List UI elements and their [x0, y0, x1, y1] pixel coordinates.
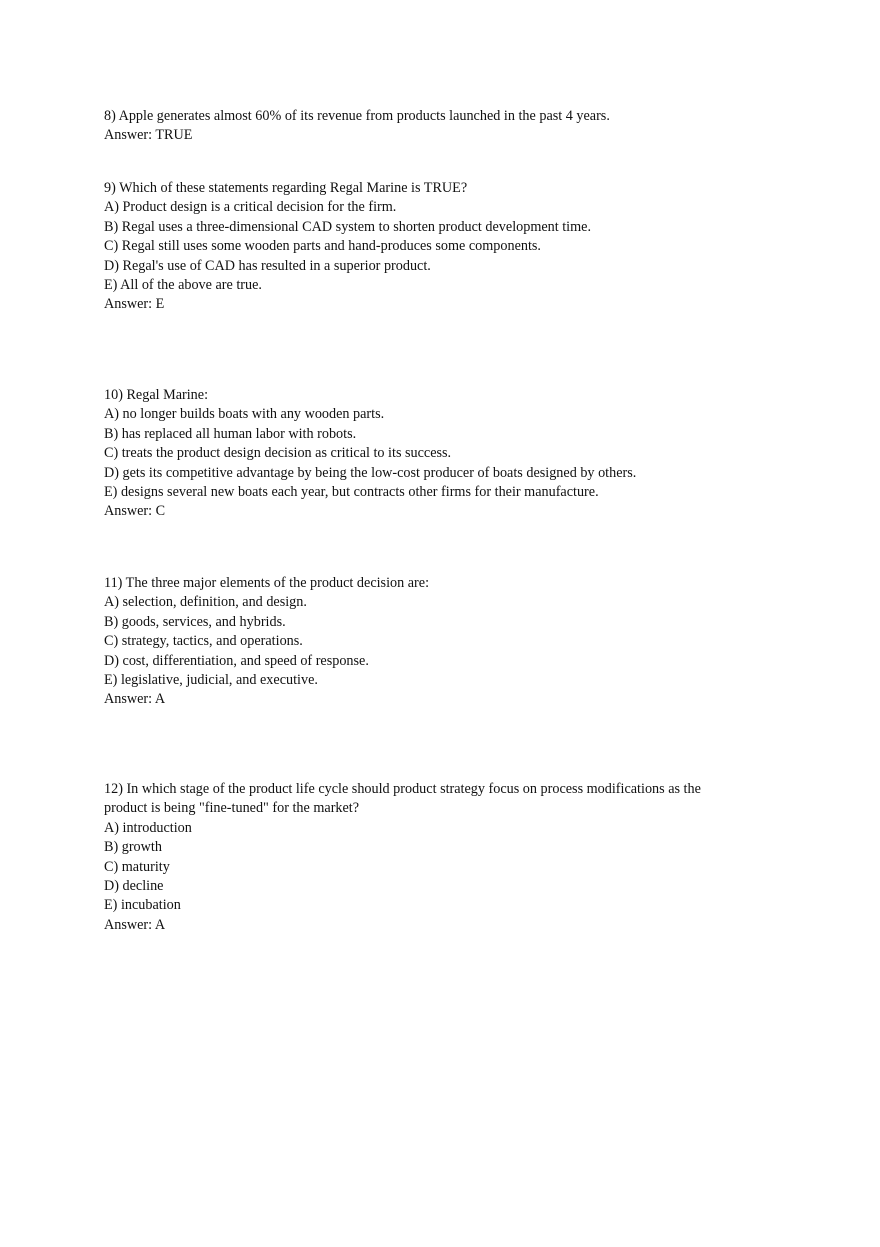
question-12-text-line-2: product is being "fine-tuned" for the market?	[104, 800, 360, 817]
question-10-option-b: B) has replaced all human labor with robots.	[104, 425, 357, 442]
question-8-text: 8) Apple generates almost 60% of its revenue from products launched in the past 4 years.	[104, 108, 610, 124]
question-11-option-b: B) goods, services, and hybrids.	[104, 613, 286, 630]
question-12-option-a: A) introduction	[104, 819, 192, 836]
question-11-option-c: C) strategy, tactics, and operations.	[104, 633, 303, 650]
question-10-option-c: C) treats the product design decision as critical to its success.	[104, 445, 452, 462]
question-8-answer: Answer: TRUE	[104, 127, 193, 144]
question-12-option-e: E) incubation	[104, 897, 181, 914]
question-11-option-e: E) legislative, judicial, and executive.	[104, 672, 318, 689]
question-12-option-b: B) growth	[104, 839, 162, 856]
question-11-answer: Answer: A	[104, 691, 166, 708]
question-10-answer: Answer: C	[104, 503, 166, 520]
question-10-text: 10) Regal Marine:	[104, 387, 209, 403]
question-8	[104, 107, 804, 146]
question-10	[104, 386, 804, 522]
question-9-option-e: E) All of the above are true.	[104, 277, 262, 294]
question-10-option-a: A) no longer builds boats with any wooden parts.	[104, 406, 385, 423]
question-12-option-c: C) maturity	[104, 858, 170, 875]
question-9-text: 9) Which of these statements regarding Regal Marine is TRUE?	[104, 180, 468, 196]
question-10-option-d: D) gets its competitive advantage by being the low-cost producer of boats designed by others.	[104, 464, 637, 481]
question-11-option-d: D) cost, differentiation, and speed of response.	[104, 652, 369, 669]
question-9	[104, 179, 804, 315]
question-12-answer: Answer: A	[104, 916, 166, 933]
question-10-option-e: E) designs several new boats each year, but contracts other firms for their manufacture.	[104, 484, 599, 501]
question-9-answer: Answer: E	[104, 296, 165, 313]
question-12	[104, 780, 804, 935]
question-9-option-d: D) Regal's use of CAD has resulted in a superior product.	[104, 257, 431, 274]
question-11	[104, 574, 804, 710]
question-9-option-a: A) Product design is a critical decision for the firm.	[104, 199, 397, 216]
question-9-option-b: B) Regal uses a three-dimensional CAD system to shorten product development time.	[104, 218, 592, 235]
question-9-option-c: C) Regal still uses some wooden parts and hand-produces some components.	[104, 238, 541, 255]
question-11-text: 11) The three major elements of the product decision are:	[104, 575, 430, 591]
question-12-option-d: D) decline	[104, 878, 164, 895]
question-11-option-a: A) selection, definition, and design.	[104, 594, 307, 611]
question-12-text-line-1: 12) In which stage of the product life cycle should product strategy focus on process modifications as the	[104, 781, 701, 797]
